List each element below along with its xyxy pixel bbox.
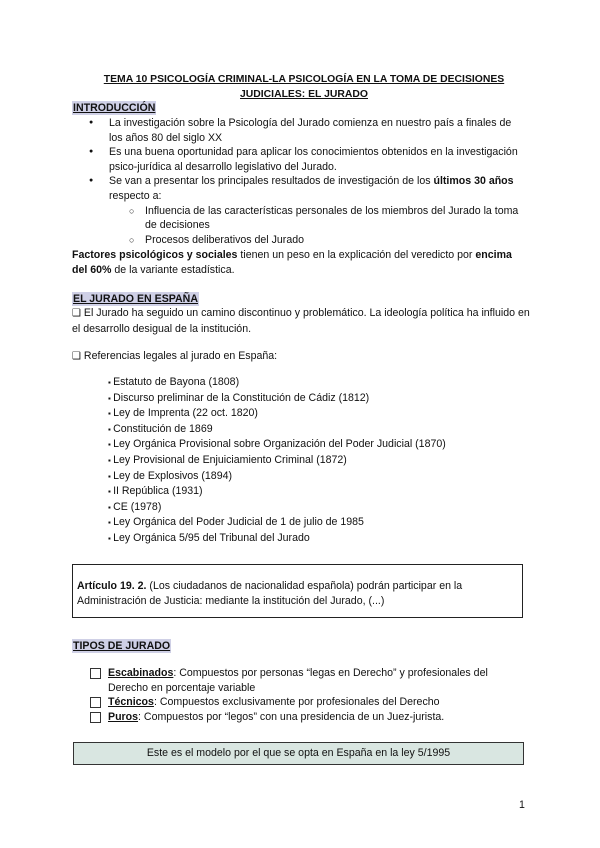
list-item: ● La investigación sobre la Psicología del Jurado comienza en nuestro país a finales de los años 80 del siglo XX: [72, 116, 527, 145]
bullet-text: Se van a presentar los principales resultados de investigación de los: [109, 175, 434, 188]
jury-types-list: [90, 666, 530, 724]
type-name: Puros: [108, 710, 139, 723]
types-heading: TIPOS DE JURADO: [73, 640, 171, 652]
type-name: Técnicos: [108, 696, 154, 709]
model-note-box: Este es el modelo por el que se opta en España en la ley 5/1995: [73, 742, 524, 765]
list-item: [72, 174, 527, 247]
list-item: ▪ Ley Orgánica Provisional sobre Organización del Poder Judicial (1870): [108, 437, 446, 453]
legal-references-list: [108, 375, 446, 547]
list-item: ▪ Constitución de 1869: [108, 422, 446, 438]
article-number: Artículo 19. 2.: [77, 580, 147, 592]
checkbox-icon: [90, 668, 101, 679]
list-item: ▪ Ley de Explosivos (1894): [108, 469, 446, 485]
bold-text: encima del 60%: [72, 249, 512, 276]
paragraph-text: de la variante estadística.: [111, 263, 235, 276]
spain-paragraph-2: [72, 349, 530, 365]
page-title: TEMA 10 PSICOLOGÍA CRIMINAL-LA PSICOLOGÍA EN LA TOMA DE DECISIONES JUDICIALES: EL JURADO: [103, 74, 505, 100]
paragraph-text: El Jurado ha seguido un camino discontinuo y problemático. La ideología política ha influido en el desarrollo desigual de la institución.: [72, 307, 530, 335]
intro-sub-list: [109, 204, 527, 248]
intro-bullet-list: [72, 116, 527, 247]
list-item: [90, 710, 530, 725]
checkbox-bullet-icon: ❑: [72, 351, 81, 362]
list-item: ▪ Ley Orgánica 5/95 del Tribunal del Jurado: [108, 531, 446, 547]
bold-text: Factores psicológicos y sociales: [72, 249, 238, 261]
checkbox-bullet-icon: ❑: [72, 308, 81, 319]
spain-heading: EL JURADO EN ESPAÑA: [73, 293, 198, 305]
factors-paragraph: [72, 248, 530, 277]
type-description: : Compuestos por personas “legas en Derecho” y profesionales del Derecho en porcentaje variable: [108, 667, 488, 694]
bullet-text: respecto a:: [109, 189, 162, 202]
checkbox-icon: [90, 697, 101, 708]
sub-list-item: ○ Influencia de las características personales de los miembros del Jurado la toma de decisiones: [109, 204, 527, 233]
list-item: ▪ Discurso preliminar de la Constitución de Cádiz (1812): [108, 391, 446, 407]
list-item: [90, 666, 530, 695]
bold-text: últimos 30 años: [433, 175, 514, 188]
list-item: ● Es una buena oportunidad para aplicar los conocimientos obtenidos en la investigación psico-jurídica al desarrollo legislativo del Jurado.: [72, 145, 527, 174]
sub-list-item: ○ Procesos deliberativos del Jurado: [109, 233, 527, 248]
intro-heading: INTRODUCCIÓN: [73, 102, 156, 114]
list-item: ▪ II República (1931): [108, 484, 446, 500]
paragraph-text: tienen un peso en la explicación del veredicto por: [237, 249, 476, 261]
type-name: Escabinados: [108, 667, 174, 679]
type-description: : Compuestos exclusivamente por profesionales del Derecho: [153, 696, 440, 709]
page-number: 1: [519, 799, 525, 811]
spain-paragraph-1: [72, 306, 530, 336]
list-item: [90, 695, 530, 710]
article-text: (Los ciudadanos de nacionalidad española) podrán participar en la Administración de Justicia: mediante la institución del Jurado, (...): [77, 580, 463, 607]
list-item: ▪ CE (1978): [108, 500, 446, 516]
paragraph-text: Referencias legales al jurado en España:: [83, 350, 278, 362]
list-item: ▪ Ley de Imprenta (22 oct. 1820): [108, 406, 446, 422]
list-item: ▪ Ley Orgánica del Poder Judicial de 1 de julio de 1985: [108, 515, 446, 531]
type-description: : Compuestos por “legos” con una presidencia de un Juez-jurista.: [138, 710, 445, 723]
list-item: ▪ Ley Provisional de Enjuiciamiento Criminal (1872): [108, 453, 446, 469]
list-item: ▪ Estatuto de Bayona (1808): [108, 375, 446, 391]
checkbox-icon: [90, 712, 101, 723]
article-quote-box: [72, 564, 523, 618]
